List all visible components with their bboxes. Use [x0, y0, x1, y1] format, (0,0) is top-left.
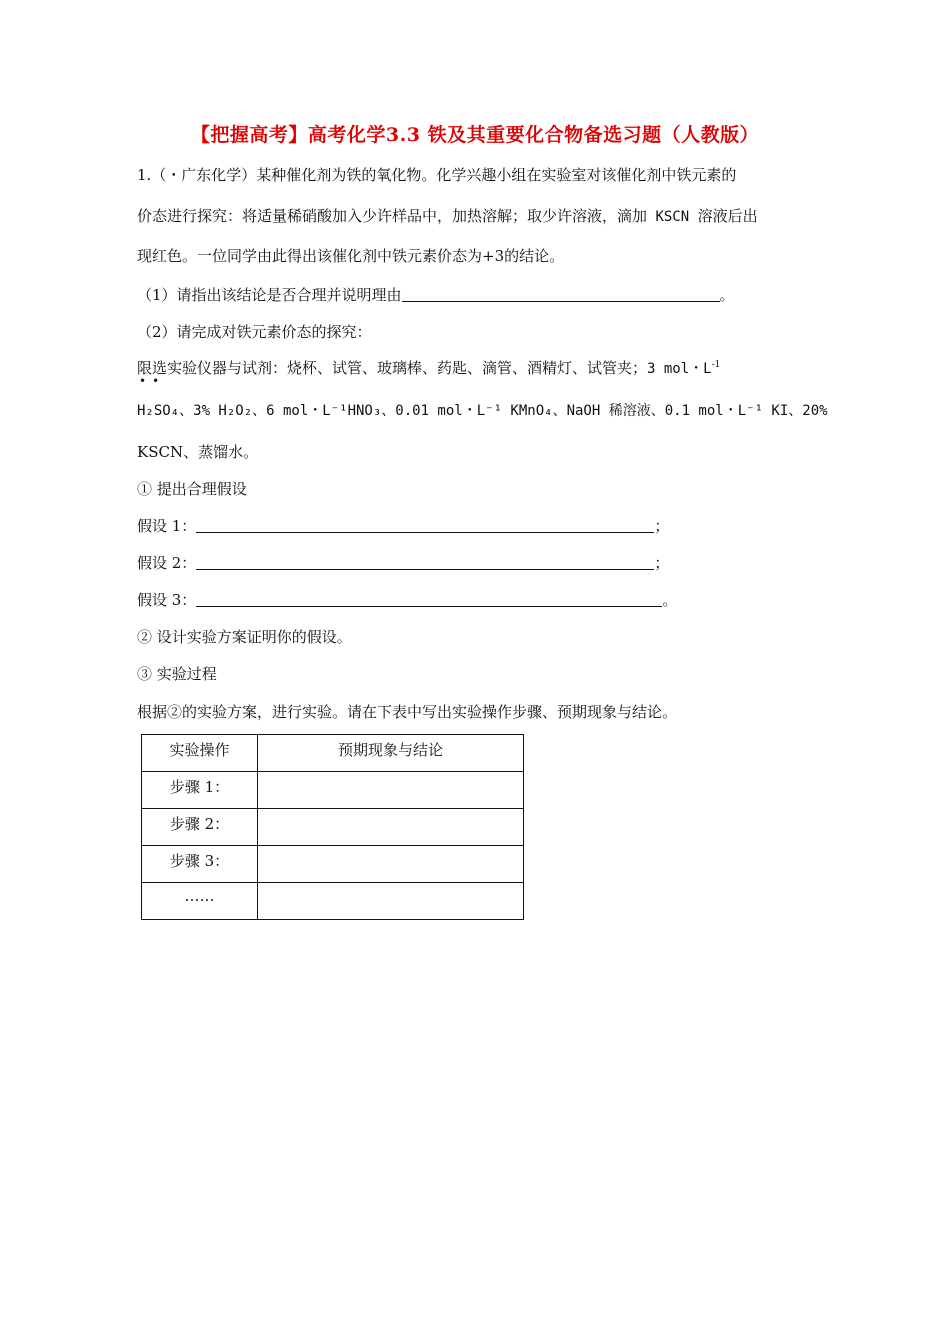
table-row — [142, 883, 524, 920]
table-answer-cell[interactable] — [258, 846, 524, 883]
table-header-cell: 实验操作 — [142, 735, 258, 772]
table-step-cell: 步骤 2： — [142, 809, 258, 846]
hypothesis-1: 假设 1： ； — [137, 517, 670, 535]
hypothesis-2: 假设 2： ； — [137, 554, 670, 572]
step-process-heading: ③ 实验过程 — [137, 665, 217, 683]
table-answer-cell[interactable] — [258, 772, 524, 809]
page-title: 【把握高考】高考化学3.3 铁及其重要化合物备选习题（人教版） — [190, 124, 760, 146]
hypothesis-2-blank[interactable] — [196, 555, 654, 570]
instruction-text: 根据②的实验方案，进行实验。请在下表中写出实验操作步骤、预期现象与结论。 — [137, 703, 678, 721]
table-step-cell: …… — [142, 883, 258, 920]
step-design-heading: ② 设计实验方案证明你的假设。 — [137, 628, 352, 646]
reagents-line-1: 限选实验仪器与试剂：烧杯、试管、玻璃棒、药匙、滴管、酒精灯、试管夹；3 mol・$L^{-1}$ — [137, 359, 721, 377]
experiment-table — [141, 734, 524, 920]
reagents-line-3: KSCN、蒸馏水。 — [137, 443, 259, 461]
hypothesis-3: 假设 3： 。 — [137, 591, 678, 609]
table-row — [142, 809, 524, 846]
table-row — [142, 772, 524, 809]
table-header-cell: 预期现象与结论 — [258, 735, 524, 772]
hypothesis-1-blank[interactable] — [196, 518, 654, 533]
emphasis-dots: •• — [139, 374, 166, 388]
table-answer-cell[interactable] — [258, 809, 524, 846]
question-line-3: 现红色。一位同学由此得出该催化剂中铁元素价态为+3的结论。 — [137, 247, 565, 265]
question-line-1: 1.（・广东化学）某种催化剂为铁的氧化物。化学兴趣小组在实验室对该催化剂中铁元素的 — [137, 166, 737, 184]
part2-prompt: （2）请完成对铁元素价态的探究： — [137, 323, 372, 341]
reagents-line-2: H₂SO₄、3% H₂O₂、6 mol・L⁻¹HNO₃、0.01 mol・L⁻¹ KMnO₄、NaOH 稀溶液、0.1 mol・L⁻¹ KI、20% — [137, 403, 828, 419]
hypothesis-3-blank[interactable] — [196, 592, 662, 607]
table-step-cell: 步骤 1： — [142, 772, 258, 809]
step-hypothesis-heading: ① 提出合理假设 — [137, 480, 247, 498]
part1-prompt: （1）请指出该结论是否合理并说明理由 。 — [137, 286, 735, 304]
answer-blank-reason[interactable] — [402, 287, 720, 302]
table-header-row — [142, 735, 524, 772]
table-answer-cell[interactable] — [258, 883, 524, 920]
table-step-cell: 步骤 3： — [142, 846, 258, 883]
question-line-2: 价态进行探究：将适量稀硝酸加入少许样品中，加热溶解；取少许溶液，滴加 KSCN 溶液后出 — [137, 207, 758, 225]
table-row — [142, 846, 524, 883]
